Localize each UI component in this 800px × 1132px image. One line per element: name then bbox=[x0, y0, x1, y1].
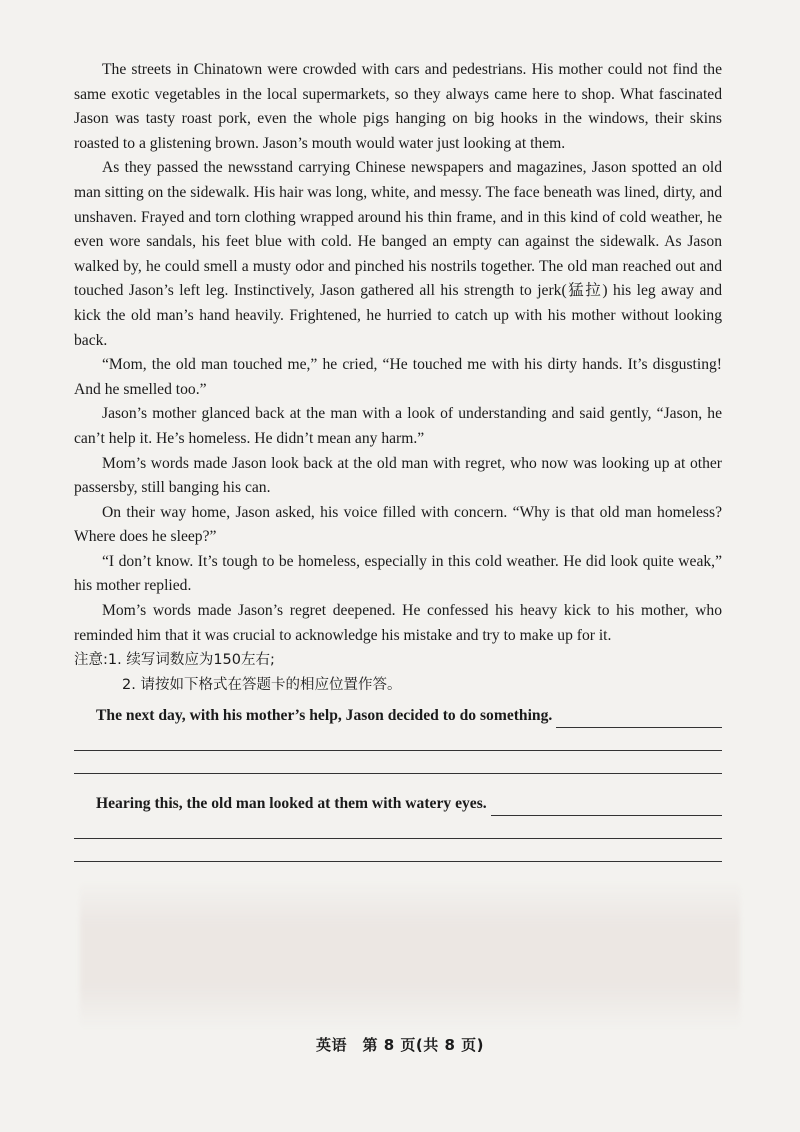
answer-line[interactable] bbox=[74, 816, 722, 839]
writing-area-2 bbox=[74, 792, 722, 862]
note-line-2: 2. 请按如下格式在答题卡的相应位置作答。 bbox=[122, 677, 402, 694]
writing-area-1 bbox=[74, 704, 722, 774]
paragraph-5: Mom’s words made Jason look back at the old man with regret, who now was looking up at other passersby, still banging his can. bbox=[74, 454, 722, 497]
page-footer: 英语 第 8 页(共 8 页) bbox=[316, 1036, 484, 1054]
prompt-line-2 bbox=[74, 792, 722, 816]
prompt-first: The next day, with his mother’s help, Jason decided to do something. bbox=[96, 707, 553, 725]
paragraph-3: “Mom, the old man touched me,” he cried, “He touched me with his dirty hands. It’s disgusting! And he smelled too.” bbox=[74, 356, 722, 398]
paragraph-2: As they passed the newsstand carrying Chinese newspapers and magazines, Jason spotted an old man sitting on the sidewalk. His hair was long, white, and messy. The face beneath was lined, dirty, and unshaven. Frayed and torn clothing wrapped around his thin frame, and in this kind of cold weather, he even wore sandals, his feet blue with cold. He banged an empty can against the sidewalk. As Jason walked by, he could smell a musty odor and pinched his nostrils together. The old man reached out and touched Jason’s left leg. Instinctively, Jason gathered all his strength to jerk(猛拉) his leg away and kick the old man’s hand heavily. Frightened, he hurried to catch up with his mother without looking back. bbox=[74, 159, 723, 349]
paragraph-1: The streets in Chinatown were crowded with cars and pedestrians. His mother could not find the same exotic vegetables in the local supermarkets, so they always came here to shop. What fascinated Jason was tasty roast pork, even the whole pigs hanging on big hooks in the windows, their skins roasted to a glistening brown. Jason’s mouth would water just looking at them. bbox=[74, 61, 722, 152]
answer-line[interactable] bbox=[491, 799, 722, 816]
passage bbox=[74, 58, 722, 862]
answer-line[interactable] bbox=[74, 728, 722, 751]
prompt-second: Hearing this, the old man looked at them with watery eyes. bbox=[96, 795, 487, 813]
note-line-1: 注意:1. 续写词数应为150左右; bbox=[74, 652, 275, 669]
paragraph-8: Mom’s words made Jason’s regret deepened. He confessed his heavy kick to his mother, who reminded him that it was crucial to acknowledge his mistake and try to make up for it. bbox=[74, 602, 722, 644]
answer-line[interactable] bbox=[556, 711, 722, 728]
paragraph-4: Jason’s mother glanced back at the man with a look of understanding and said gently, “Jason, he can’t help it. He’s homeless. He didn’t mean any harm.” bbox=[74, 405, 722, 447]
prompt-line-1 bbox=[74, 704, 722, 728]
paragraph-6: On their way home, Jason asked, his voice filled with concern. “Why is that old man homeless? Where does he sleep?” bbox=[74, 503, 722, 546]
bleed-through-shadow bbox=[80, 880, 740, 1030]
answer-line[interactable] bbox=[74, 839, 722, 862]
answer-line[interactable] bbox=[74, 751, 722, 774]
paragraph-7: “I don’t know. It’s tough to be homeless, especially in this cold weather. He did look quite weak,” his mother replied. bbox=[74, 552, 722, 595]
